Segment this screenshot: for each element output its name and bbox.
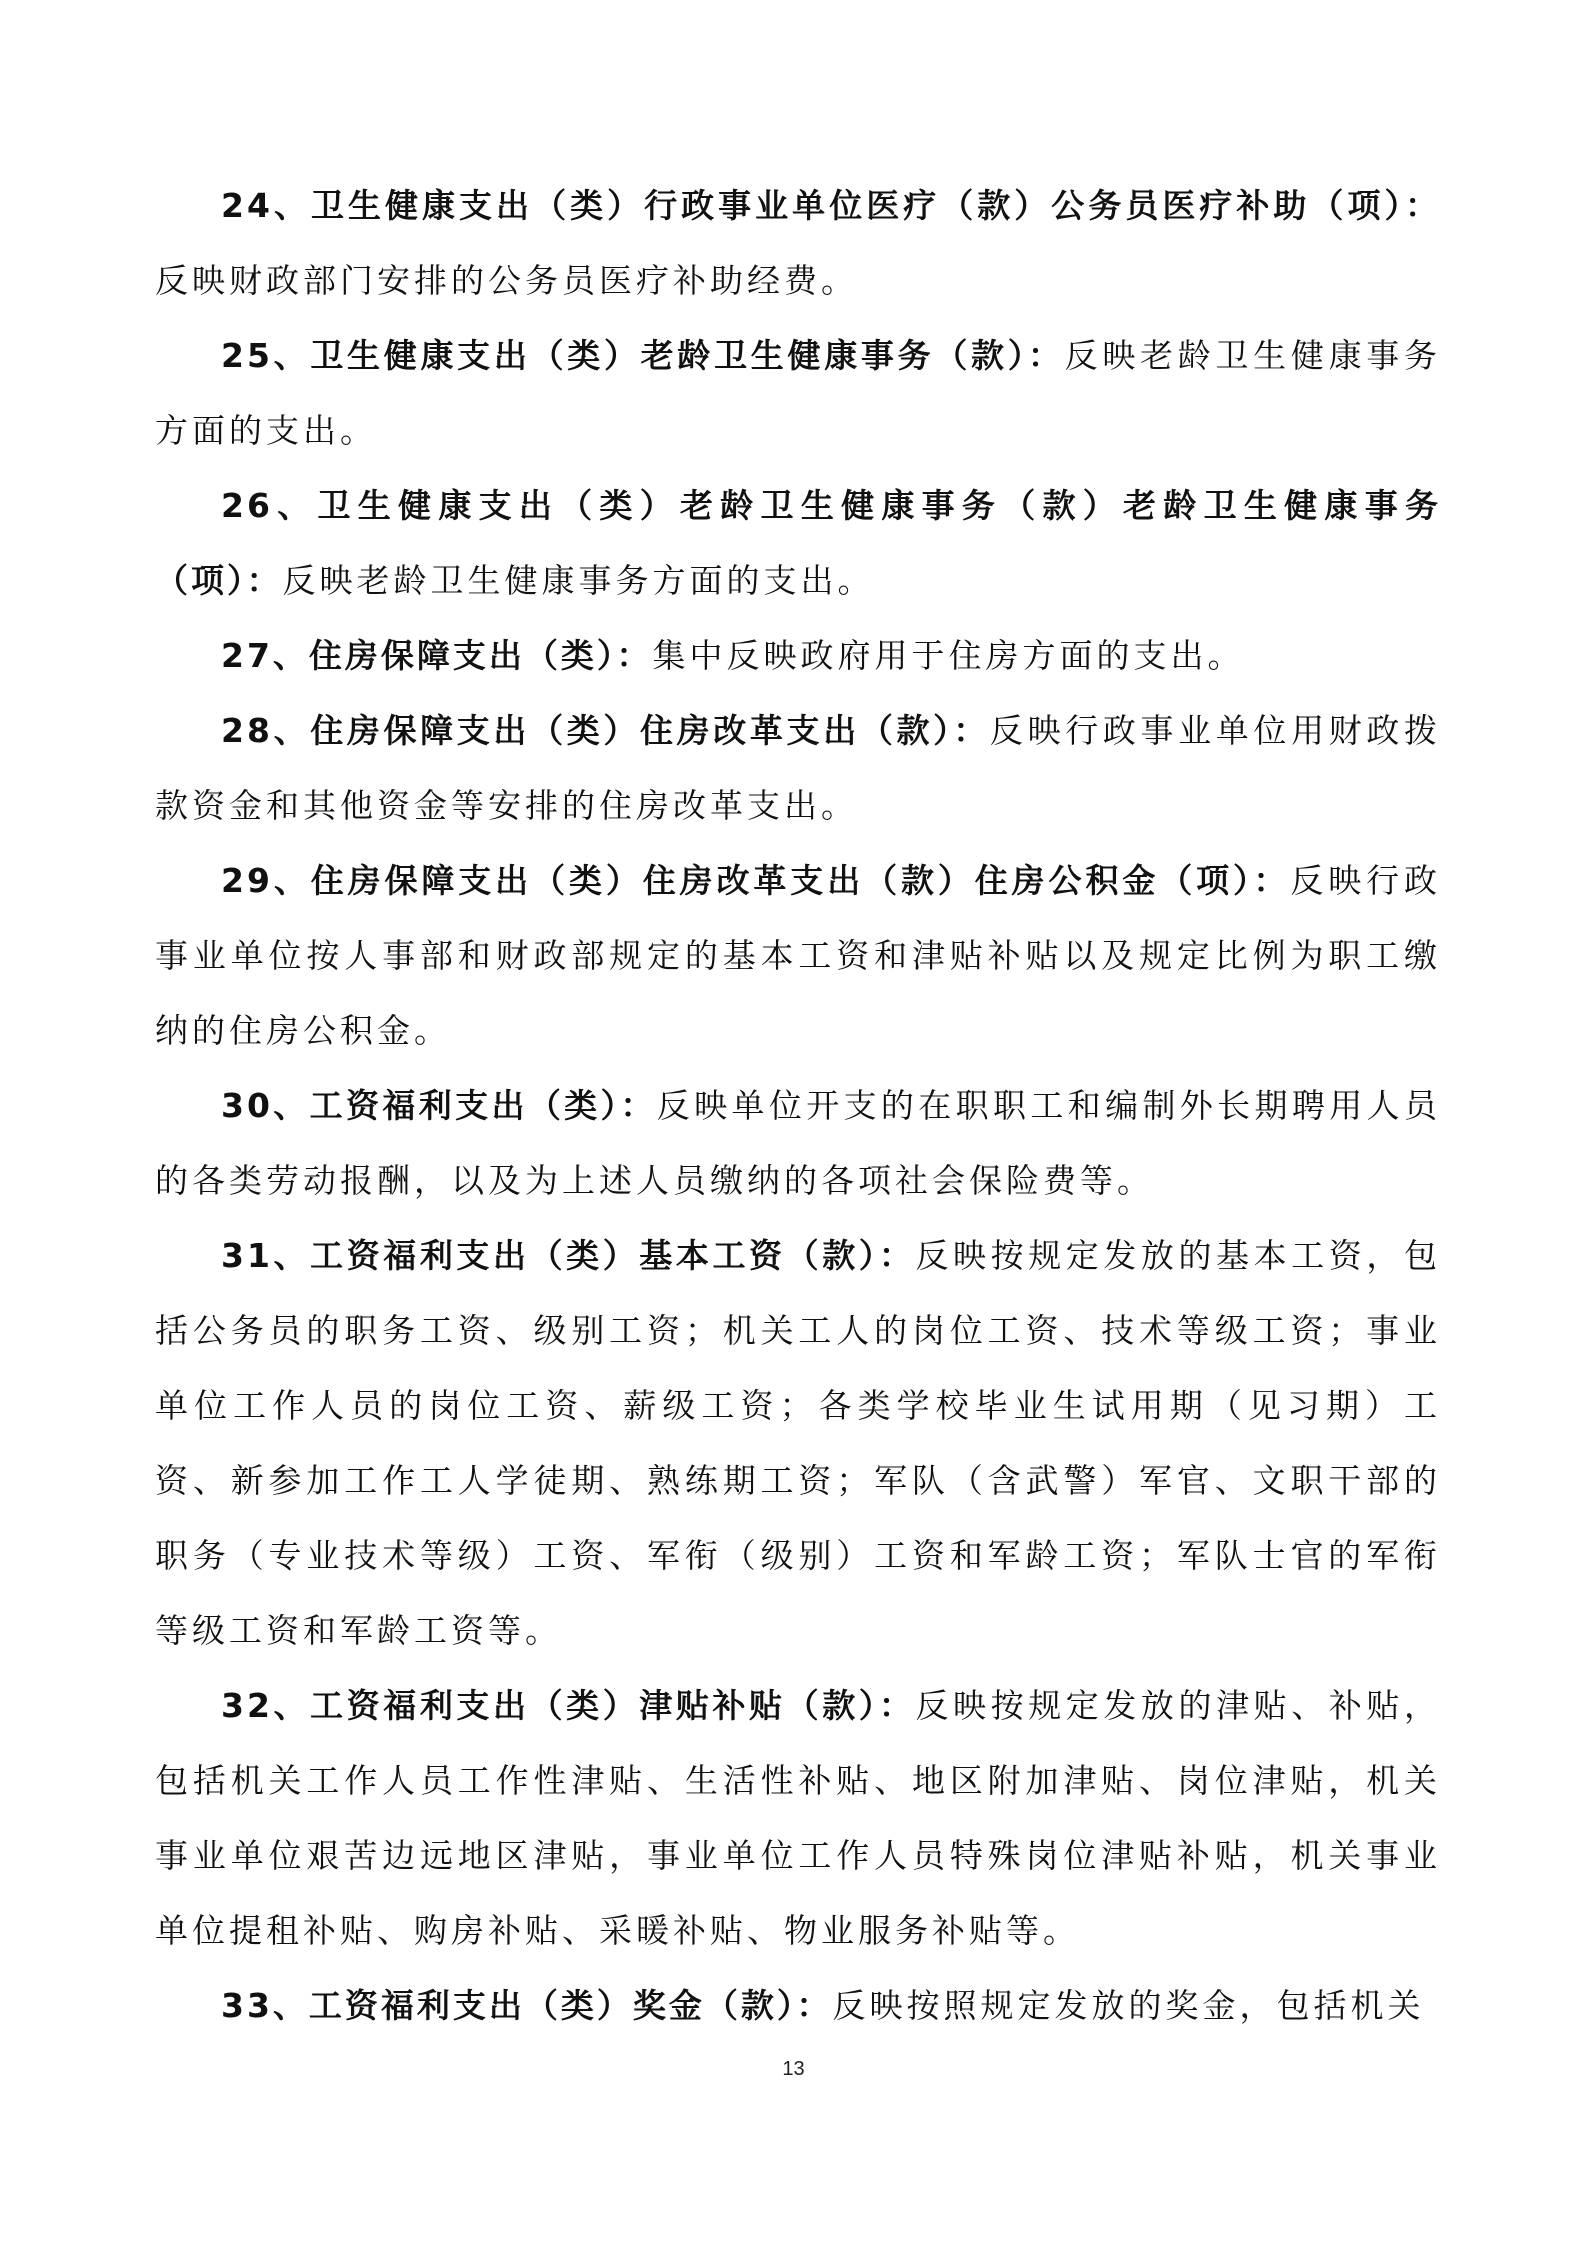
paragraph-term: 29、住房保障支出（类）住房改革支出（款）住房公积金（项）： [221, 861, 1291, 900]
paragraph-text: 反映行政事业单位用财政拨款资金和其他资金等安排的住房改革支出。 [155, 711, 1441, 825]
paragraph-term: 31、工资福利支出（类）基本工资（款）： [221, 1236, 916, 1275]
paragraph-text: 反映老龄卫生健康事务方面的支出。 [155, 336, 1441, 450]
paragraph-term: 27、住房保障支出（类）： [221, 636, 653, 675]
paragraph-28 [155, 693, 1441, 843]
paragraph-term: 32、工资福利支出（类）津贴补贴（款）： [221, 1686, 916, 1725]
paragraph-26 [155, 468, 1441, 618]
paragraph-text: 反映行政事业单位按人事部和财政部规定的基本工资和津贴补贴以及规定比例为职工缴纳的住房公积金。 [155, 861, 1441, 1050]
paragraph-24 [155, 168, 1441, 318]
paragraph-31 [155, 1218, 1441, 1668]
paragraph-text: 反映按照规定发放的奖金，包括机关 [832, 1986, 1425, 2025]
paragraph-text: 反映财政部门安排的公务员医疗补助经费。 [155, 261, 858, 300]
page-number: 13 [782, 2058, 805, 2080]
paragraph-29 [155, 843, 1441, 1068]
paragraph-32 [155, 1668, 1441, 1968]
paragraph-term: 25、卫生健康支出（类）老龄卫生健康事务（款）： [221, 336, 1065, 375]
paragraph-text: 反映老龄卫生健康事务方面的支出。 [282, 561, 875, 600]
paragraph-text: 反映按规定发放的津贴、补贴，包括机关工作人员工作性津贴、生活性补贴、地区附加津贴、岗位津贴，机关事业单位艰苦边远地区津贴，事业单位工作人员特殊岗位津贴补贴，机关事业单位提租补贴、购房补贴、采暖补贴、物业服务补贴等。 [155, 1686, 1441, 1950]
paragraph-27 [155, 618, 1441, 693]
paragraph-text: 集中反映政府用于住房方面的支出。 [652, 636, 1245, 675]
paragraph-text: 反映按规定发放的基本工资，包括公务员的职务工资、级别工资；机关工人的岗位工资、技术等级工资；事业单位工作人员的岗位工资、薪级工资；各类学校毕业生试用期（见习期）工资、新参加工作工人学徒期、熟练期工资；军队（含武警）军官、文职干部的职务（专业技术等级）工资、军衔（级别）工资和军龄工资；军队士官的军衔等级工资和军龄工资等。 [155, 1236, 1441, 1650]
paragraph-text: 反映单位开支的在职职工和编制外长期聘用人员的各类劳动报酬，以及为上述人员缴纳的各项社会保险费等。 [155, 1086, 1441, 1200]
paragraph-term: 30、工资福利支出（类）： [221, 1086, 657, 1125]
paragraph-term: 24、卫生健康支出（类）行政事业单位医疗（款）公务员医疗补助（项）： [221, 186, 1441, 225]
paragraph-term: 26、卫生健康支出（类）老龄卫生健康事务（款）老龄卫生健康事务（项）： [155, 486, 1441, 600]
paragraph-33 [155, 1968, 1441, 2043]
paragraph-30 [155, 1068, 1441, 1218]
paragraph-25 [155, 318, 1441, 468]
document-body [155, 168, 1441, 2043]
paragraph-term: 33、工资福利支出（类）奖金（款）： [221, 1986, 833, 2025]
paragraph-term: 28、住房保障支出（类）住房改革支出（款）： [221, 711, 990, 750]
